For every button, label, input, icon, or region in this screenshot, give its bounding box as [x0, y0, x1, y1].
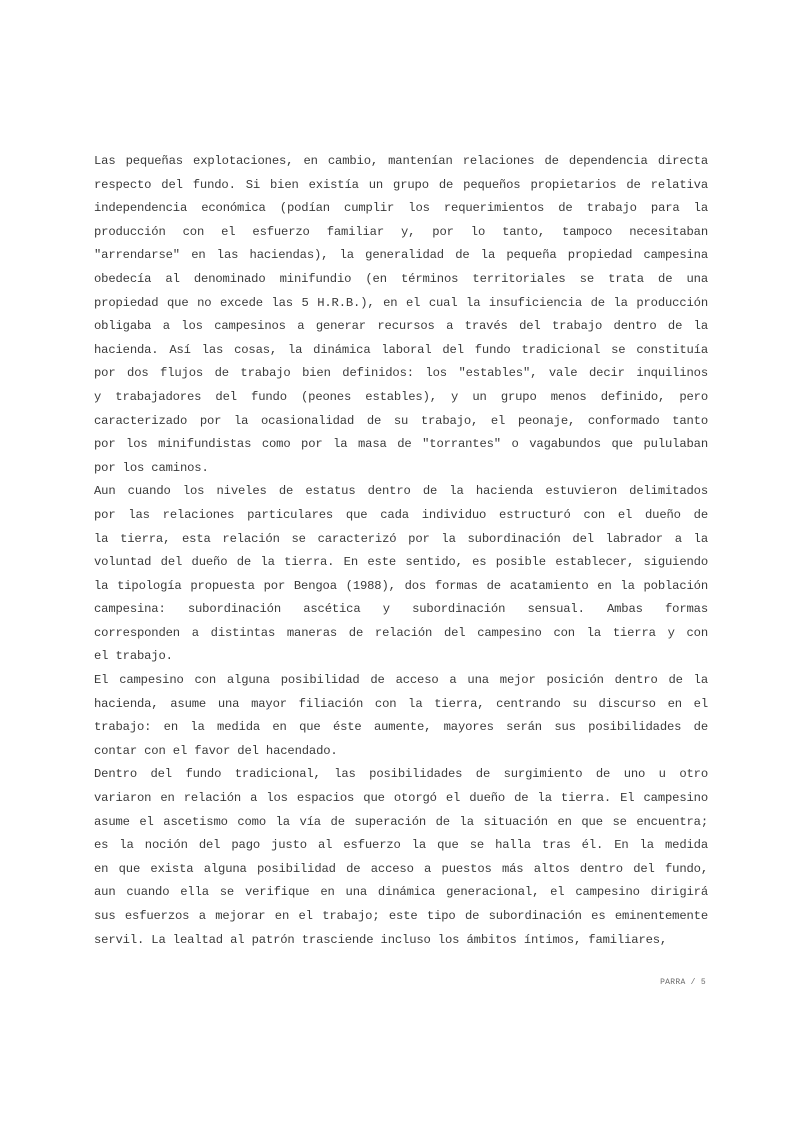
text-line: El campesino con alguna posibilidad de acceso a una mejor posición dentro de la [94, 673, 708, 688]
text-line: independencia económica (podían cumplir los requerimientos de trabajo para la [94, 201, 708, 216]
paragraph [94, 480, 708, 669]
text-line: trabajo: en la medida en que éste aumente, mayores serán sus posibilidades de [94, 720, 708, 735]
text-line: campesina: subordinación ascética y subordinación sensual. Ambas formas [94, 602, 708, 617]
page-footer: PARRA / 5 [660, 978, 706, 987]
text-line: Aun cuando los niveles de estatus dentro de la hacienda estuvieron delimitados [94, 484, 708, 499]
text-line: hacienda, asume una mayor filiación con la tierra, centrando su discurso en el [94, 696, 708, 711]
text-line: es la noción del pago justo al esfuerzo la que se halla tras él. En la medida [94, 838, 708, 853]
text-line: hacienda. Así las cosas, la dinámica laboral del fundo tradicional se constituía [94, 342, 708, 357]
text-line: "arrendarse" en las haciendas), la generalidad de la pequeña propiedad campesina [94, 248, 708, 263]
text-line: Dentro del fundo tradicional, las posibilidades de surgimiento de uno u otro [94, 767, 708, 782]
text-line: propiedad que no excede las 5 H.R.B.), en el cual la insuficiencia de la producción [94, 295, 708, 310]
text-line: variaron en relación a los espacios que otorgó el dueño de la tierra. El campesino [94, 791, 708, 806]
text-line: por los caminos. [94, 460, 209, 475]
paragraph [94, 763, 708, 952]
text-line: Las pequeñas explotaciones, en cambio, mantenían relaciones de dependencia directa [94, 154, 708, 168]
text-line: aun cuando ella se verifique en una dinámica generacional, el campesino dirigirá [94, 885, 708, 900]
text-line: corresponden a distintas maneras de relación del campesino con la tierra y con [94, 625, 708, 640]
paragraph [94, 150, 708, 480]
text-line: respecto del fundo. Si bien existía un grupo de pequeños propietarios de relativa [94, 177, 708, 192]
text-line: servil. La lealtad al patrón trasciende incluso los ámbitos íntimos, familiares, [94, 932, 668, 947]
text-line: asume el ascetismo como la vía de superación de la situación en que se encuentra; [94, 814, 708, 829]
paragraph [94, 669, 708, 763]
text-line: obligaba a los campesinos a generar recursos a través del trabajo dentro de la [94, 319, 708, 334]
text-line: sus esfuerzos a mejorar en el trabajo; este tipo de subordinación es eminentemente [94, 909, 708, 923]
text-line: la tipología propuesta por Bengoa (1988), dos formas de acatamiento en la población [94, 578, 708, 593]
text-line: caracterizado por la ocasionalidad de su trabajo, el peonaje, conformado tanto [94, 413, 708, 428]
text-line: voluntad del dueño de la tierra. En este sentido, es posible establecer, siguiendo [94, 555, 708, 570]
text-line: por las relaciones particulares que cada individuo estructuró con el dueño de [94, 507, 708, 522]
text-line: contar con el favor del hacendado. [94, 743, 338, 758]
text-line: en que exista alguna posibilidad de acceso a puestos más altos dentro del fundo, [94, 861, 708, 876]
text-line: producción con el esfuerzo familiar y, por lo tanto, tampoco necesitaban [94, 224, 708, 239]
text-line: por los minifundistas como por la masa de "torrantes" o vagabundos que pululaban [94, 437, 708, 452]
body-text [94, 150, 708, 952]
text-line: la tierra, esta relación se caracterizó por la subordinación del labrador a la [94, 531, 708, 546]
text-line: obedecía al denominado minifundio (en términos territoriales se trata de una [94, 271, 708, 286]
text-line: el trabajo. [94, 649, 173, 664]
text-line: por dos flujos de trabajo bien definidos: los "estables", vale decir inquilinos [94, 366, 708, 381]
text-line: y trabajadores del fundo (peones estables), y un grupo menos definido, pero [94, 389, 708, 404]
